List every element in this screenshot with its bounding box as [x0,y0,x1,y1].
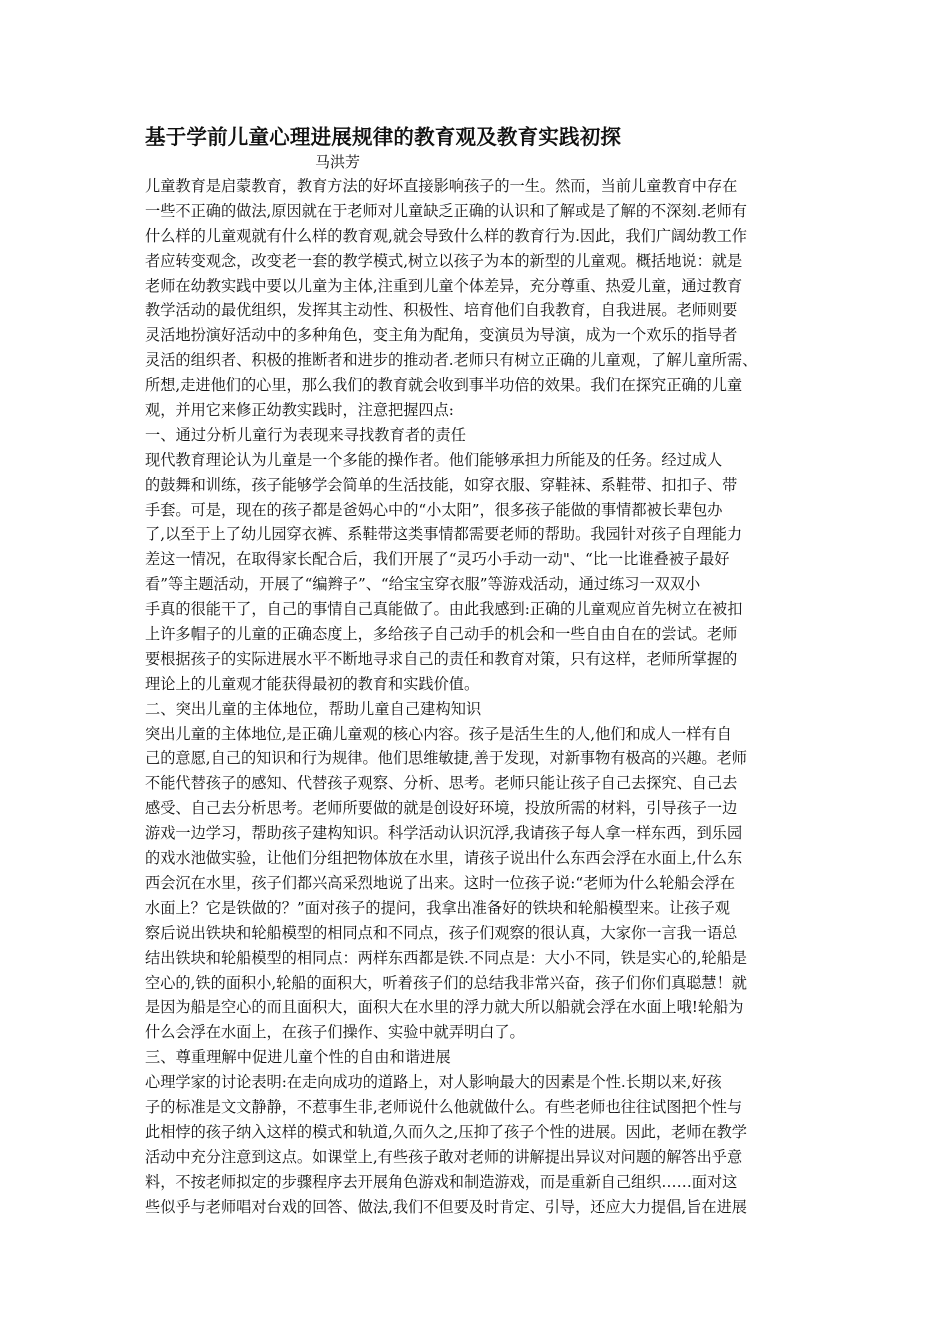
text-line: 一些不正确的做法,原因就在于老师对儿童缺乏正确的认识和了解或是了解的不深刻.老师有 [145,201,747,220]
text-line: 西会沉在水里，孩子们都兴高采烈地说了出来。这时一位孩子说:“老师为什么轮船会浮在 [145,873,736,892]
text-line: 者应转变观念，改变老一套的教学模式,树立以孩子为本的新型的儿童观。概括地说：就是 [145,251,743,270]
section-heading-2: 二、突出儿童的主体地位，帮助儿童自己建构知识 [145,699,482,718]
text-line: 老师在幼教实践中要以儿童为主体,注重到儿童个体差异，充分尊重、热爱儿童，通过教育 [145,276,743,295]
text-line: 什么样的儿童观就有什么样的教育观,就会导致什么样的教育行为.因此，我们广阔幼教工作 [145,226,747,245]
text-line: 手真的很能干了，自己的事情自己真能做了。由此我感到:正确的儿童观应首先树立在被扣 [145,600,743,619]
text-line: 水面上？它是铁做的？”面对孩子的提问，我拿出准备好的铁块和轮船模型来。让孩子观 [145,898,730,917]
text-line: 空心的,铁的面积小,轮船的面积大，听着孩子们的总结我非常兴奋，孩子们你们真聪慧！就 [145,973,747,992]
text-line: 不能代替孩子的感知、代替孩子观察、分析、思考。老师只能让孩子自己去探究、自己去 [145,774,738,793]
text-line: 上许多帽子的儿童的正确态度上，多给孩子自己动手的机会和一些自由自在的尝试。老师 [145,625,738,644]
text-line: 突出儿童的主体地位,是正确儿童观的核心内容。孩子是活生生的人,他们和成人一样有自 [145,724,732,743]
text-line: 灵活的组织者、积极的推断者和进步的推动者.老师只有树立正确的儿童观，了解儿童所需、 [145,351,758,370]
document-author: 马洪芳 [315,153,361,171]
text-line: 己的意愿,自己的知识和行为规律。他们思维敏捷,善于发现，对新事物有极高的兴趣。老师 [145,749,747,768]
document-body [145,174,815,1219]
text-line: 儿童教育是启蒙教育，教育方法的好坏直接影响孩子的一生。然而，当前儿童教育中存在 [145,177,738,195]
text-line: 些似乎与老师唱对台戏的回答、做法,我们不但要及时肯定、引导，还应大力提倡,旨在进展 [145,1197,747,1216]
text-line: 观，并用它来修正幼教实践时，注意把握四点: [145,401,454,420]
text-line: 察后说出铁块和轮船模型的相同点和不同点，孩子们观察的很认真，大家你一言我一语总 [145,923,738,942]
text-line: 结出铁块和轮船模型的相同点：两样东西都是铁.不同点是：大小不同，铁是实心的,轮船是 [145,948,747,967]
document-title: 基于学前儿童心理进展规律的教育观及教育实践初探 [145,125,622,149]
text-line: 了,以至于上了幼儿园穿衣裤、系鞋带这类事情都需要老师的帮助。我园针对孩子自理能力 [145,525,743,544]
text-line: 料，不按老师拟定的步骤程序去开展角色游戏和制造游戏，而是重新自己组织……面对这 [145,1172,738,1191]
text-line: 活动中充分注意到这点。如课堂上,有些孩子敢对老师的讲解提出异议对问题的解答出乎意 [145,1147,743,1166]
text-line: 游戏一边学习，帮助孩子建构知识。科学活动认识沉浮,我请孩子每人拿一样东西，到乐园 [145,824,743,843]
text-line: 子的标准是文文静静，不惹事生非,老师说什么他就做什么。有些老师也往往试图把个性与 [145,1097,743,1116]
text-line: 灵活地扮演好活动中的多种角色，变主角为配角，变演员为导演，成为一个欢乐的指导者 [145,326,738,345]
section-heading-3: 三、尊重理解中促进儿童个性的自由和谐进展 [145,1048,451,1067]
text-line: 心理学家的讨论表明:在走向成功的道路上，对人影响最大的因素是个性.长期以来,好孩 [145,1073,722,1092]
text-line: 所想,走进他们的心里，那么我们的教育就会收到事半功倍的效果。我们在探究正确的儿童 [145,376,743,395]
text-line: 手套。可是，现在的孩子都是爸妈心中的“小太阳”，很多孩子能做的事情都被长辈包办 [145,500,723,519]
text-line: 是因为船是空心的而且面积大，面积大在水里的浮力就大所以船就会浮在水面上哦!轮船为 [145,998,744,1017]
text-line: 什么会浮在水面上，在孩子们操作、实验中就弄明白了。 [145,1023,525,1042]
text-line: 此相悖的孩子纳入这样的模式和轨道,久而久之,压抑了孩子个性的进展。因此，老师在教学 [145,1122,747,1141]
section-heading-1: 一、通过分析儿童行为表现来寻找教育者的责任 [145,425,467,444]
text-line: 要根据孩子的实际进展水平不断地寻求自己的责任和教育对策，只有这样，老师所掌握的 [145,649,738,668]
text-line: 感受、自己去分析思考。老师所要做的就是创设好环境，投放所需的材料，引导孩子一边 [145,799,738,818]
text-line: 理论上的儿童观才能获得最初的教育和实践价值。 [145,674,480,693]
text-line: 看”等主题活动，开展了“编辫子”、“给宝宝穿衣服”等游戏活动，通过练习一双双小 [145,575,701,594]
text-line: 差这一情况，在取得家长配合后，我们开展了“灵巧小手动一动"、“比一比谁叠被子最好 [145,550,730,569]
text-line: 的鼓舞和训练，孩子能够学会简单的生活技能，如穿衣服、穿鞋袜、系鞋带、扣扣子、带 [145,475,738,494]
text-line: 教学活动的最优组织，发挥其主动性、积极性、培育他们自我教育，自我进展。老师则要 [145,301,738,320]
text-line: 现代教育理论认为儿童是一个多能的操作者。他们能够承担力所能及的任务。经过成人 [145,450,723,469]
text-line: 的戏水池做实验，让他们分组把物体放在水里，请孩子说出什么东西会浮在水面上,什么东 [145,849,743,868]
